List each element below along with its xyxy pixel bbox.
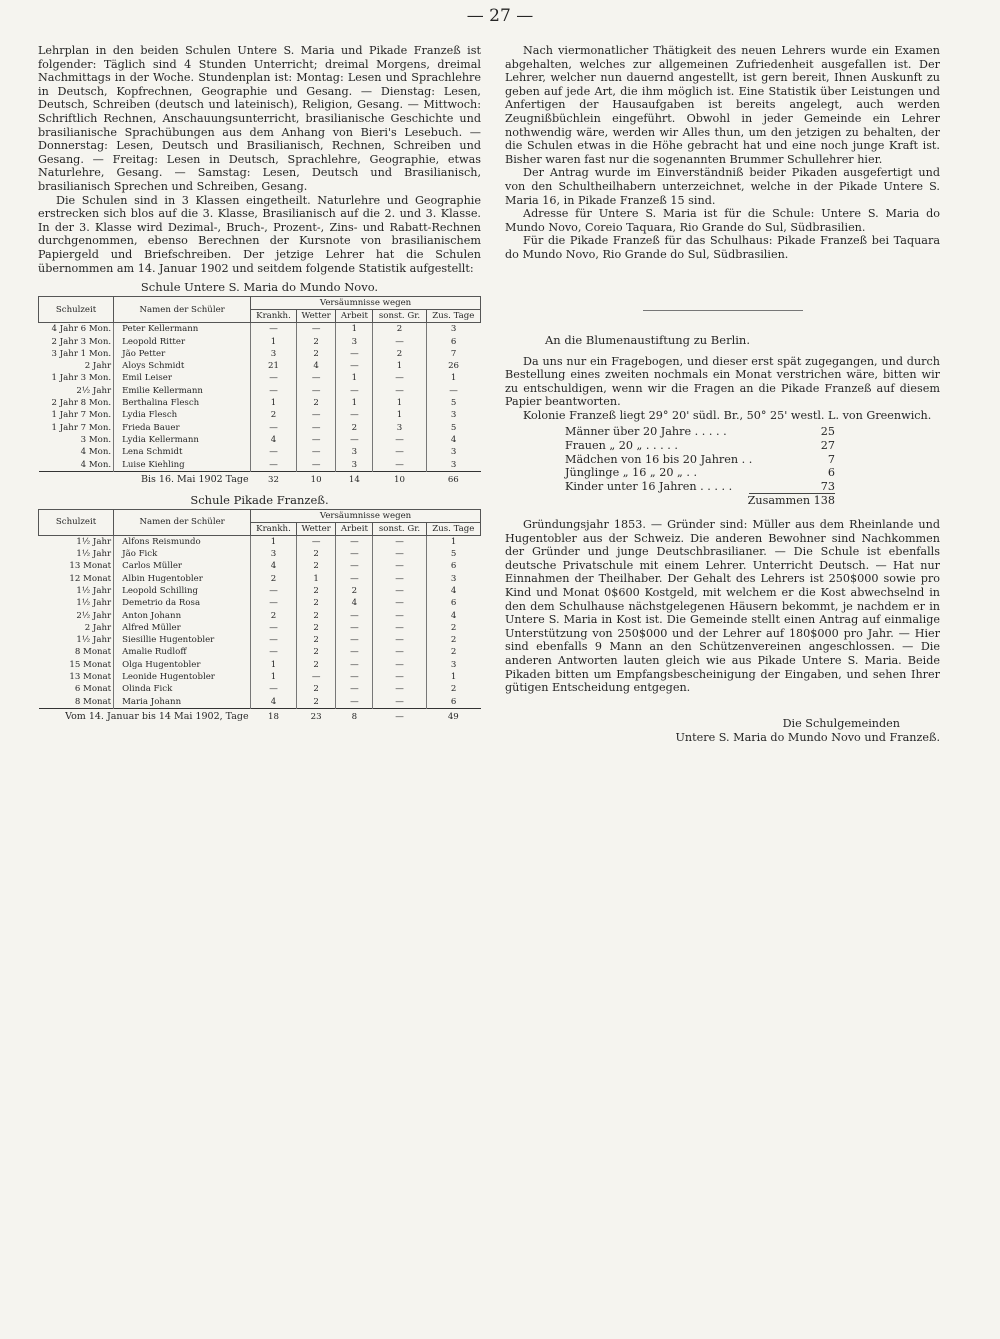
absence-cell: —: [373, 597, 426, 609]
section-divider: [643, 310, 803, 311]
absence-cell: —: [373, 696, 426, 709]
absence-cell: —: [336, 696, 373, 709]
stat-row: [565, 480, 835, 494]
student-name-cell: Alfred Müller: [114, 622, 251, 634]
absence-cell: 1: [251, 535, 297, 548]
absence-cell: 1: [373, 397, 426, 409]
table-row: [39, 323, 481, 336]
absence-cell: 26: [426, 360, 480, 372]
total-cell: 23: [296, 708, 336, 725]
col-namen: Namen der Schüler: [114, 509, 251, 535]
absence-cell: —: [251, 458, 297, 471]
absence-cell: 4: [426, 609, 480, 621]
schulzeit-cell: 3 Mon.: [80, 434, 112, 445]
col-krankh: Krankh.: [251, 310, 297, 323]
absence-cell: 3: [336, 335, 373, 347]
absence-cell: —: [336, 671, 373, 683]
col-arbeit: Arbeit: [336, 310, 373, 323]
table-row: [39, 585, 481, 597]
absence-cell: 2: [426, 683, 480, 695]
stat-value: 25: [820, 425, 835, 439]
student-name-cell: Lena Schmidt: [114, 446, 251, 458]
student-name-cell: Alfons Reismundo: [114, 535, 251, 548]
signature-line-1: Die Schulgemeinden: [782, 716, 900, 730]
absence-cell: 2: [426, 634, 480, 646]
table-row: [39, 671, 481, 683]
col-krankh: Krankh.: [251, 522, 297, 535]
absence-cell: 3: [426, 409, 480, 421]
attendance-table-pikade-franzess: [38, 509, 481, 725]
student-name-cell: Albin Hugentobler: [114, 573, 251, 585]
col-arbeit: Arbeit: [336, 522, 373, 535]
table-row: [39, 335, 481, 347]
schulzeit-cell: 1½ Jahr: [76, 536, 112, 547]
stat-value: 6: [827, 466, 835, 480]
absence-cell: —: [296, 671, 336, 683]
absence-cell: —: [336, 634, 373, 646]
student-name-cell: Olga Hugentobler: [114, 659, 251, 671]
col-sonst: sonst. Gr.: [373, 522, 426, 535]
absence-cell: —: [336, 622, 373, 634]
absence-cell: 2: [373, 323, 426, 336]
table-row: [39, 421, 481, 433]
absence-cell: 2: [296, 348, 336, 360]
absence-cell: —: [373, 609, 426, 621]
col-wetter: Wetter: [296, 522, 336, 535]
table-row: [39, 434, 481, 446]
absence-cell: —: [336, 560, 373, 572]
total-cell: 66: [426, 471, 480, 488]
schulzeit-cell: 1½ Jahr: [76, 635, 112, 646]
absence-cell: —: [296, 434, 336, 446]
col-schulzeit: Schulzeit: [39, 297, 114, 323]
absence-cell: 2: [336, 421, 373, 433]
absence-cell: —: [336, 385, 373, 397]
student-name-cell: Leopold Schilling: [114, 585, 251, 597]
col-zus: Zus. Tage: [426, 522, 480, 535]
absence-cell: 3: [426, 323, 480, 336]
total-label: Bis 16. Mai 1902 Tage: [39, 471, 251, 488]
absence-cell: —: [251, 421, 297, 433]
stat-value: 73: [820, 479, 835, 493]
student-name-cell: Siesillie Hugentobler: [114, 634, 251, 646]
schulzeit-cell: 8 Monat: [74, 647, 112, 658]
schulzeit-cell: 1½ Jahr: [76, 585, 112, 596]
table-row: [39, 397, 481, 409]
absence-cell: —: [296, 535, 336, 548]
absence-cell: 6: [426, 560, 480, 572]
absence-cell: —: [251, 622, 297, 634]
absence-cell: 3: [336, 458, 373, 471]
student-name-cell: Peter Kellermann: [114, 323, 251, 336]
absence-cell: 2: [251, 609, 297, 621]
table-row: [39, 446, 481, 458]
absence-cell: 6: [426, 696, 480, 709]
absence-cell: 1: [251, 659, 297, 671]
table-row: [39, 597, 481, 609]
absence-cell: —: [373, 458, 426, 471]
schulzeit-cell: 1½ Jahr: [76, 598, 112, 609]
location-paragraph: Kolonie Franzeß liegt 29° 20' südl. Br., 50° 25' westl. L. von Greenwich.: [523, 408, 932, 422]
schulzeit-cell: 1 Jahr 3 Mon.: [51, 373, 112, 384]
schulzeit-cell: 2 Jahr 3 Mon.: [51, 336, 112, 347]
student-name-cell: Leopold Ritter: [114, 335, 251, 347]
table-row: [39, 646, 481, 658]
absence-cell: 3: [426, 458, 480, 471]
absence-cell: 2: [296, 335, 336, 347]
absence-cell: 2: [251, 409, 297, 421]
absence-cell: —: [336, 535, 373, 548]
absence-cell: 5: [426, 397, 480, 409]
absence-cell: 3: [373, 421, 426, 433]
absence-cell: 4: [336, 597, 373, 609]
absence-cell: 2: [296, 622, 336, 634]
sum-label: Zusammen: [747, 494, 811, 508]
col-wetter: Wetter: [296, 310, 336, 323]
absence-cell: —: [251, 585, 297, 597]
total-cell: 10: [296, 471, 336, 488]
sum-value: 138: [813, 494, 835, 508]
absence-cell: 2: [426, 646, 480, 658]
classes-paragraph: Die Schulen sind in 3 Klassen eingetheilt. Naturlehre und Geographie erstrecken sich blos auf die 3. Klasse, Brasilianisch auf die 2. und 3. Klasse. In der 3. Klasse wird Dezimal-, Bruch-, Prozent-, Zins- und Rabatt-Rechnen durchgenommen, ebenso Berechnen der Kursnote von brasilianischem Papiergeld und Briefschreiben. Der jetzige Lehrer hat die Schulen übernommen am 14. Januar 1902 und seitdem folgende Statistik aufgestellt:: [38, 193, 481, 275]
table2-total-row: [39, 708, 481, 725]
table-row: [39, 622, 481, 634]
absence-cell: —: [373, 560, 426, 572]
absence-cell: —: [296, 421, 336, 433]
total-cell: —: [373, 708, 426, 725]
population-total: [565, 494, 835, 508]
absence-cell: 2: [373, 348, 426, 360]
stat-value: 7: [827, 452, 835, 466]
absence-cell: 1: [426, 671, 480, 683]
absence-cell: 5: [426, 548, 480, 560]
table-row: [39, 560, 481, 572]
total-cell: 32: [251, 471, 297, 488]
absence-cell: —: [373, 646, 426, 658]
absence-cell: 2: [296, 683, 336, 695]
col-zus: Zus. Tage: [426, 310, 480, 323]
absence-cell: 2: [296, 696, 336, 709]
absence-cell: —: [373, 446, 426, 458]
col-versaeumnisse: Versäumnisse wegen: [251, 509, 481, 522]
absence-cell: 1: [373, 409, 426, 421]
absence-cell: 1: [251, 671, 297, 683]
absence-cell: —: [373, 434, 426, 446]
address-pikade-franzess: Für die Pikade Franzeß für das Schulhaus: Pikade Franzeß bei Taquara do Mundo Novo, Rio Grande do Sul, Südbrasilien.: [505, 234, 940, 261]
absence-cell: 4: [251, 696, 297, 709]
absence-cell: —: [336, 434, 373, 446]
absence-cell: 4: [251, 434, 297, 446]
absence-cell: —: [373, 385, 426, 397]
population-statistics: [565, 425, 835, 493]
absence-cell: —: [251, 683, 297, 695]
col-versaeumnisse: Versäumnisse wegen: [251, 297, 481, 310]
student-name-cell: Berthalina Flesch: [114, 397, 251, 409]
absence-cell: 21: [251, 360, 297, 372]
absence-cell: —: [251, 634, 297, 646]
schulzeit-cell: 1 Jahr 7 Mon.: [51, 422, 112, 433]
absence-cell: 1: [296, 573, 336, 585]
schulzeit-cell: 2½ Jahr: [76, 385, 112, 396]
absence-cell: 1: [336, 397, 373, 409]
absence-cell: 2: [296, 597, 336, 609]
schulzeit-cell: 1 Jahr 7 Mon.: [51, 410, 112, 421]
page-number: — 27 —: [466, 6, 534, 26]
schulzeit-cell: 12 Monat: [69, 573, 112, 584]
absence-cell: —: [251, 323, 297, 336]
absence-cell: 2: [296, 560, 336, 572]
absence-cell: —: [336, 683, 373, 695]
student-name-cell: Frieda Bauer: [114, 421, 251, 433]
absence-cell: 5: [426, 421, 480, 433]
absence-cell: —: [373, 634, 426, 646]
absence-cell: —: [373, 659, 426, 671]
absence-cell: 2: [251, 573, 297, 585]
absence-cell: —: [336, 360, 373, 372]
schulzeit-cell: 4 Mon.: [80, 459, 112, 470]
absence-cell: —: [373, 573, 426, 585]
absence-cell: —: [336, 659, 373, 671]
total-cell: 49: [426, 708, 480, 725]
schulzeit-cell: 1½ Jahr: [76, 549, 112, 560]
absence-cell: —: [336, 409, 373, 421]
student-name-cell: Lydia Kellermann: [114, 434, 251, 446]
absence-cell: 4: [296, 360, 336, 372]
absence-cell: 2: [336, 585, 373, 597]
absence-cell: —: [251, 372, 297, 384]
student-name-cell: Jão Petter: [114, 348, 251, 360]
stat-label: Kinder unter 16 Jahren . . . . .: [565, 479, 733, 493]
absence-cell: —: [373, 372, 426, 384]
absence-cell: —: [296, 409, 336, 421]
right-column: [505, 44, 940, 746]
student-name-cell: Luise Kiehling: [114, 458, 251, 471]
student-name-cell: Maria Johann: [114, 696, 251, 709]
student-name-cell: Anton Johann: [114, 609, 251, 621]
apology-paragraph: Da uns nur ein Fragebogen, und dieser erst spät zugegangen, und durch Bestellung eines zweiten nochmals ein Monat verstrichen wäre, bitten wir zu entschuldigen, wenn wir die Fragen an die Pikade Franzeß auf diesem Papier beantworten.: [505, 354, 940, 409]
absence-cell: 4: [251, 560, 297, 572]
absence-cell: 2: [296, 634, 336, 646]
absence-cell: —: [296, 446, 336, 458]
col-schulzeit: Schulzeit: [39, 509, 114, 535]
table-row: [39, 634, 481, 646]
student-name-cell: Emilie Kellermann: [114, 385, 251, 397]
schulzeit-cell: 2 Jahr 8 Mon.: [51, 398, 112, 409]
absence-cell: 6: [426, 335, 480, 347]
schulzeit-cell: 15 Monat: [69, 659, 112, 670]
table-row: [39, 548, 481, 560]
left-column: [38, 44, 481, 725]
absence-cell: 2: [296, 609, 336, 621]
schulzeit-cell: 6 Monat: [74, 684, 112, 695]
absence-cell: 2: [426, 622, 480, 634]
schulzeit-cell: 13 Monat: [69, 561, 112, 572]
table-row: [39, 659, 481, 671]
absence-cell: —: [296, 323, 336, 336]
stat-label: Mädchen von 16 bis 20 Jahren . .: [565, 452, 753, 466]
absence-cell: 6: [426, 597, 480, 609]
schulzeit-cell: 4 Mon.: [80, 447, 112, 458]
table-row: [39, 573, 481, 585]
absence-cell: 3: [426, 446, 480, 458]
absence-cell: —: [336, 573, 373, 585]
schulzeit-cell: 3 Jahr 1 Mon.: [51, 348, 112, 359]
absence-cell: 1: [251, 397, 297, 409]
table-row: [39, 360, 481, 372]
stat-value: 27: [820, 439, 835, 453]
absence-cell: —: [373, 335, 426, 347]
absence-cell: 1: [336, 323, 373, 336]
founding-paragraph: Gründungsjahr 1853. — Gründer sind: Müller aus dem Rheinlande und Hugentobler aus der Schweiz. Die anderen Bewohner sind Nachkommen der Gründer und junge Deutschbrasilianer. — Die Schule ist ebenfalls deutsche Privatschule mit einem Lehrer. Unterricht Deutsch. — Hat nur Einnahmen der Theilhaber. Der Gehalt des Lehrers ist 250$000 sowie pro Kind und Monat 0$600 Kostgeld, mit welchem er die Kost abwechselnd in den dem Schulhause nächstgelegenen Häusern bekommt, je nachdem er in Untere S. Maria in Kost ist. Die Gemeinde stellt einen Antrag auf einmalige Unterstützung von 250$000 und der Lehrer auf 180$000 pro Jahr. — Hier sind ebenfalls 9 Mann an den Schützenvereinen angeschlossen. — Die anderen Antworten lauten gleich wie aus Pikade Untere S. Maria. Beide Pikaden bitten um Empfangsbescheinigung der Eingaben, und sehen Ihrer gütigen Entscheidung entgegen.: [505, 518, 940, 695]
total-cell: 18: [251, 708, 297, 725]
total-cell: 14: [336, 471, 373, 488]
stat-label: Jünglinge „ 16 „ 20 „ . .: [565, 466, 698, 480]
absence-cell: 1: [426, 535, 480, 548]
absence-cell: 3: [426, 659, 480, 671]
absence-cell: 1: [373, 360, 426, 372]
absence-cell: —: [373, 683, 426, 695]
table1-title: Schule Untere S. Maria do Mundo Novo.: [140, 280, 379, 295]
absence-cell: 2: [296, 585, 336, 597]
absence-cell: —: [251, 646, 297, 658]
schulzeit-cell: 8 Monat: [74, 696, 112, 707]
total-label: Vom 14. Januar bis 14 Mai 1902, Tage: [39, 708, 251, 725]
student-name-cell: Aloys Schmidt: [114, 360, 251, 372]
table-row: [39, 683, 481, 695]
absence-cell: 1: [426, 372, 480, 384]
table-row: [39, 696, 481, 709]
absence-cell: —: [373, 535, 426, 548]
student-name-cell: Lydia Flesch: [114, 409, 251, 421]
absence-cell: 3: [251, 348, 297, 360]
exam-paragraph: Nach viermonatlicher Thätigkeit des neuen Lehrers wurde ein Examen abgehalten, welches zur allgemeinen Zufriedenheit ausgefallen ist. Der Lehrer, welcher nun dauernd angestellt, ist gern bereit, Ihnen Auskunft zu geben auf jede Art, die ihm möglich ist. Eine Statistik über Leistungen und Anfertigen der Hausaufgaben ist bereits angelegt, auch werden Zeugnißbüchlein eingeführt. Obwohl in jeder Gemeinde ein Lehrer nothwendig wäre, werden wir Alles thun, um den jetzigen zu behalten, der die Schulen etwas in die Höhe gebracht hat und eine noch junge Kraft ist. Bisher waren fast nur die sogenannten Brummer Schullehrer hier.: [505, 44, 940, 166]
student-name-cell: Amalie Rudloff: [114, 646, 251, 658]
absence-cell: —: [336, 348, 373, 360]
address-santa-maria: Adresse für Untere S. Maria ist für die Schule: Untere S. Maria do Mundo Novo, Coreio Taquara, Rio Grande do Sul, Südbrasilien.: [505, 207, 940, 234]
absence-cell: —: [336, 609, 373, 621]
letter-heading: An die Blumenaustiftung zu Berlin.: [545, 332, 750, 347]
absence-cell: 1: [251, 335, 297, 347]
absence-cell: —: [373, 585, 426, 597]
absence-cell: —: [251, 385, 297, 397]
student-name-cell: Leonide Hugentobler: [114, 671, 251, 683]
absence-cell: —: [251, 597, 297, 609]
absence-cell: —: [373, 671, 426, 683]
absence-cell: 2: [296, 548, 336, 560]
student-name-cell: Emil Leiser: [114, 372, 251, 384]
absence-cell: —: [296, 372, 336, 384]
student-name-cell: Demetrio da Rosa: [114, 597, 251, 609]
stat-row: [565, 453, 835, 467]
absence-cell: —: [251, 446, 297, 458]
table-row: [39, 372, 481, 384]
stat-label: Frauen „ 20 „ . . . . .: [565, 439, 678, 453]
col-namen: Namen der Schüler: [114, 297, 251, 323]
absence-cell: —: [373, 622, 426, 634]
schulzeit-cell: 4 Jahr 6 Mon.: [51, 324, 112, 335]
absence-cell: —: [426, 385, 480, 397]
absence-cell: 2: [296, 659, 336, 671]
absence-cell: —: [336, 646, 373, 658]
stat-row: [565, 425, 835, 439]
absence-cell: 4: [426, 585, 480, 597]
signature-line-2: Untere S. Maria do Mundo Novo und Franzeß.: [675, 731, 940, 745]
student-name-cell: Jão Fick: [114, 548, 251, 560]
table-row: [39, 409, 481, 421]
absence-cell: 2: [296, 397, 336, 409]
absence-cell: —: [373, 548, 426, 560]
table2-title: Schule Pikade Franzeß.: [190, 492, 329, 507]
absence-cell: 2: [296, 646, 336, 658]
table1-total-row: [39, 471, 481, 488]
stat-row: [565, 466, 835, 480]
table-row: [39, 458, 481, 471]
absence-cell: 7: [426, 348, 480, 360]
stat-label: Männer über 20 Jahre . . . . .: [565, 425, 727, 439]
schulzeit-cell: 13 Monat: [69, 672, 112, 683]
application-paragraph: Der Antrag wurde im Einverständniß beider Pikaden ausgefertigt und von den Schultheilhabern unterzeichnet, welche in der Pikade Untere S. Maria 16, in Pikade Franzeß 15 sind.: [505, 166, 940, 207]
absence-cell: 3: [426, 573, 480, 585]
col-sonst: sonst. Gr.: [373, 310, 426, 323]
table-row: [39, 535, 481, 548]
curriculum-paragraph: Lehrplan in den beiden Schulen Untere S. Maria und Pikade Franzeß ist folgender: Täglich sind 4 Stunden Unterricht; dreimal Morgens, dreimal Nachmittags in der Woche. Stundenplan ist: Montag: Lesen und Sprachlehre in Deutsch, Kopfrechnen, Geographie und Gesang. — Dienstag: Lesen, Deutsch, Schreiben (deutsch und lateinisch), Religion, Gesang. — Mittwoch: Schriftlich Rechnen, Anschauungsunterricht, brasilianische Geschichte und brasilianische Sprachübungen aus dem Anhang von Bieri's Lesebuch. — Donnerstag: Lesen, Deutsch und Brasilianisch, Rechnen, Schreiben und Gesang. — Freitag: Lesen in Deutsch, Sprachlehre, Geographie, etwas Naturlehre, Gesang. — Samstag: Lesen, Deutsch und Brasilianisch, brasilianisch Sprechen und Schreiben, Gesang.: [38, 44, 481, 193]
absence-cell: —: [296, 385, 336, 397]
absence-cell: 3: [251, 548, 297, 560]
absence-cell: 4: [426, 434, 480, 446]
schulzeit-cell: 2 Jahr: [84, 361, 112, 372]
table-row: [39, 348, 481, 360]
attendance-table-santa-maria: [38, 296, 481, 488]
absence-cell: —: [296, 458, 336, 471]
table-row: [39, 385, 481, 397]
schulzeit-cell: 2½ Jahr: [76, 610, 112, 621]
absence-cell: 3: [336, 446, 373, 458]
absence-cell: —: [336, 548, 373, 560]
table-row: [39, 609, 481, 621]
schulzeit-cell: 2 Jahr: [84, 622, 112, 633]
student-name-cell: Olinda Fick: [114, 683, 251, 695]
signature-block: [505, 717, 940, 746]
stat-row: [565, 439, 835, 453]
absence-cell: 1: [336, 372, 373, 384]
total-cell: 8: [336, 708, 373, 725]
student-name-cell: Carlos Müller: [114, 560, 251, 572]
total-cell: 10: [373, 471, 426, 488]
